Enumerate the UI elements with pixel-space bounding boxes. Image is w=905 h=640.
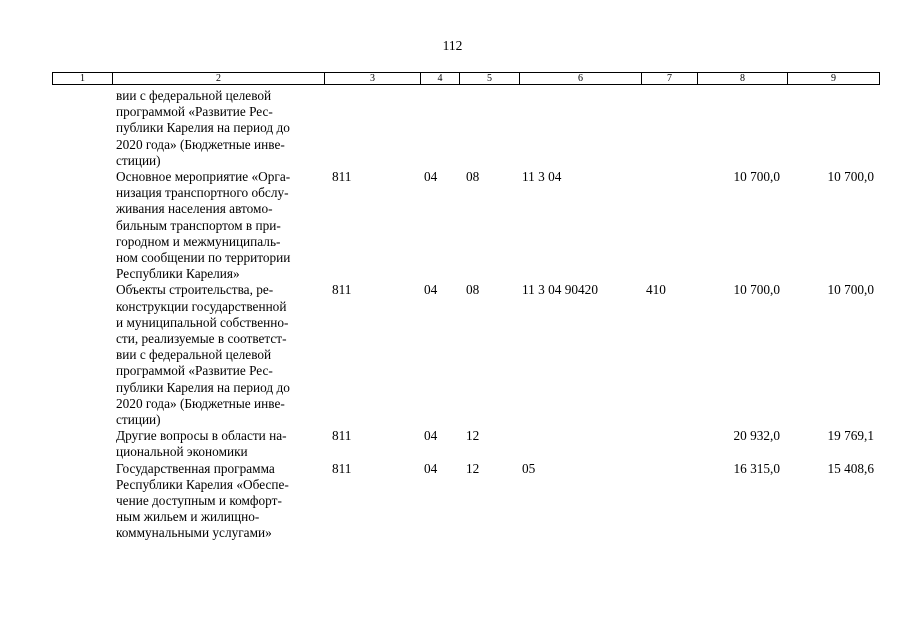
- cell-amount-1: 10 700,0: [733, 169, 780, 185]
- cell-name: Другие вопросы в области на- циональной экономики: [116, 428, 287, 460]
- cell-amount-2: 10 700,0: [827, 169, 874, 185]
- cell-name: Основное мероприятие «Орга- низация транспортного обслу- живания населения автомо- бильным транспортом в при- городном и межмуниципаль- ном сообщении по территории Республики Карелия»: [116, 169, 291, 282]
- cell-subsection: 12: [466, 428, 480, 444]
- table-row: [52, 282, 880, 428]
- cell-section: 04: [424, 460, 438, 476]
- cell-target-code: [518, 88, 640, 169]
- cell-target-code: [518, 428, 640, 460]
- cell-amount-2: 10 700,0: [827, 282, 874, 298]
- header-col-5: 5: [459, 73, 519, 84]
- cell-ministry: 811: [332, 282, 352, 298]
- cell-col-1: [52, 461, 111, 542]
- header-col-8: 8: [697, 73, 787, 84]
- table-row: [52, 88, 880, 169]
- cell-col-1: [52, 428, 111, 460]
- header-col-9: 9: [787, 73, 879, 84]
- header-col-7: 7: [641, 73, 697, 84]
- table-body: [52, 88, 880, 542]
- cell-name: Государственная программа Республики Карелия «Обеспе- чение доступным и комфорт- ным жильем и жилищно- коммунальными услугами»: [116, 460, 289, 541]
- header-col-1: 1: [80, 73, 85, 84]
- cell-subsection: 08: [466, 169, 480, 185]
- cell-section: 04: [424, 428, 438, 444]
- header-col-6: 6: [519, 73, 641, 84]
- cell-subsection: [458, 88, 518, 169]
- cell-amount-1: [696, 88, 786, 169]
- cell-col-1: [52, 169, 111, 282]
- cell-amount-2: 19 769,1: [827, 428, 874, 444]
- cell-amount-1: 16 315,0: [733, 460, 780, 476]
- cell-ministry: 811: [332, 460, 352, 476]
- cell-expense-type: 410: [646, 282, 666, 298]
- cell-col-1: [52, 88, 111, 169]
- cell-target-code: 11 3 04: [522, 169, 562, 185]
- cell-expense-type: [640, 428, 696, 460]
- cell-expense-type: [640, 461, 696, 542]
- cell-amount-1: 20 932,0: [733, 428, 780, 444]
- cell-section: 04: [424, 169, 438, 185]
- table-header-row: [52, 72, 880, 85]
- table-row: [52, 428, 880, 460]
- cell-ministry: 811: [332, 428, 352, 444]
- table-row: [52, 169, 880, 282]
- cell-ministry: 811: [332, 169, 352, 185]
- page-number: 112: [442, 38, 463, 53]
- cell-amount-2: 15 408,6: [827, 460, 874, 476]
- cell-amount-1: 10 700,0: [733, 282, 780, 298]
- cell-section: [419, 88, 458, 169]
- cell-col-1: [52, 282, 111, 428]
- cell-name: Объекты строительства, ре- конструкции государственной и муниципальной собственно- сти, реализуемые в соответст- вии с федеральной целевой программой «Развитие Рес- публики Карелия на период до 2020 года» (Бюджетные инве- стиции): [116, 282, 290, 428]
- cell-amount-2: [786, 88, 880, 169]
- cell-subsection: 12: [466, 460, 480, 476]
- cell-target-code: 11 3 04 90420: [522, 282, 598, 298]
- header-col-2: 2: [112, 73, 324, 84]
- cell-subsection: 08: [466, 282, 480, 298]
- cell-expense-type: [640, 169, 696, 282]
- cell-section: 04: [424, 282, 438, 298]
- table-row: [52, 461, 880, 542]
- cell-target-code: 05: [522, 460, 536, 476]
- header-col-4: 4: [420, 73, 459, 84]
- cell-ministry: [323, 88, 419, 169]
- cell-expense-type: [640, 88, 696, 169]
- header-col-3: 3: [324, 73, 420, 84]
- cell-name: вии с федеральной целевой программой «Развитие Рес- публики Карелия на период до 2020 года» (Бюджетные инве- стиции): [116, 88, 290, 168]
